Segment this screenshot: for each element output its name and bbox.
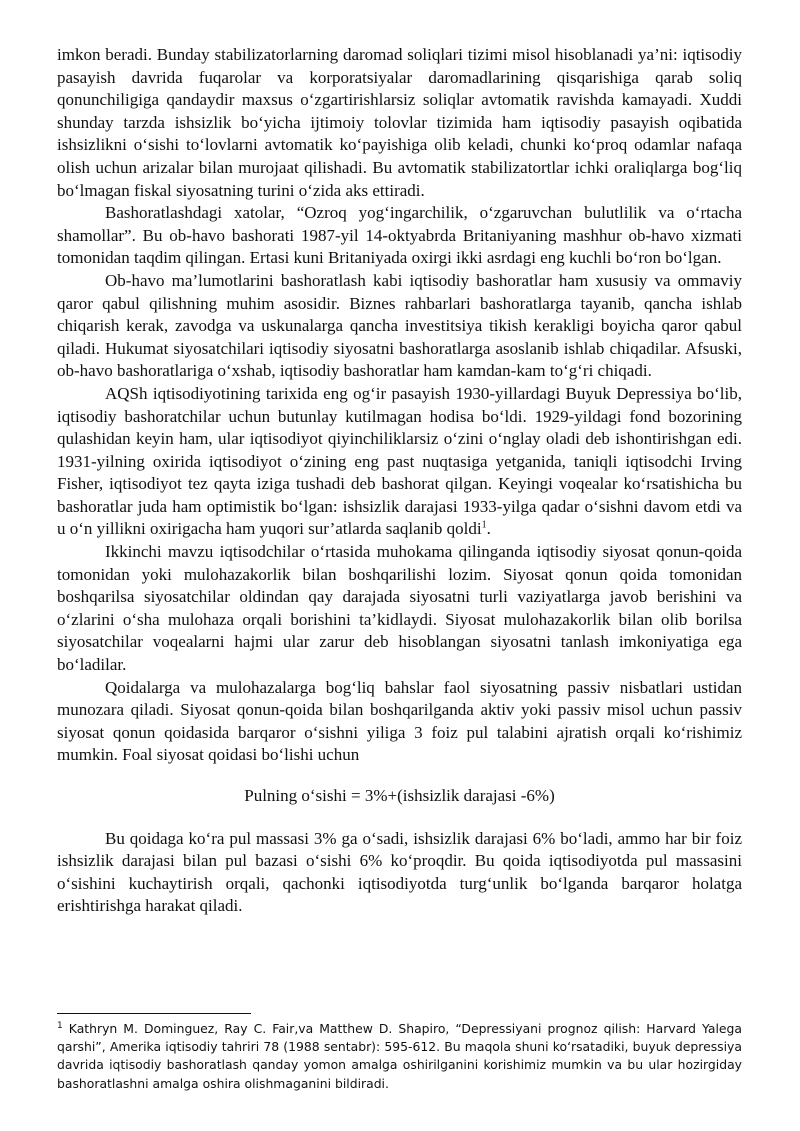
paragraph-6: Qoidalarga va mulohazalarga bog‘liq bahslar faol siyosatning passiv nisbatlari ustidan munozara qiladi. Siyosat qonun-qoida bilan boshqarilganda aktiv yoki passiv misol uchun passiv siyosat qonun qoidasida barqaror o‘sishni yiliga 3 foiz pul talabini ajratish orqali ko‘rishimiz mumkin. Foal siyosat qoidasi bo‘lishi uchun [57, 677, 742, 765]
paragraph-2: Bashoratlashdagi xatolar, “Ozroq yog‘ingarchilik, o‘zgaruvchan bulutlilik va o‘rtacha shamollar”. Bu ob-havo bashorati 1987-yil 14-oktyabrda Britaniyaning mashhur ob-havo xizmati tomonidan taqdim qilingan. Ertasi kuni Britaniyada oxirgi ikki asrdagi eng kuchli bo‘ron bo‘lgan. [57, 203, 742, 268]
footnote-reference: 1 [481, 519, 487, 531]
paragraph-5: Ikkinchi mavzu iqtisodchilar o‘rtasida muhokama qilinganda iqtisodiy siyosat qonun-qoida tomonidan yoki mulohazakorlik bilan boshqarilishi lozim. Siyosat qonun qoida tomonidan boshqarilsa siyosatchilar oldindan qay darajada siyosatni turli vaziyatlarga javob berishini va o‘zlarini o‘sha mulohaza orqali borishini ta’kidlaydi. Siyosat mulohazakorlik bilan olib borilsa siyosatchilar voqealarni hajmi ular zarur deb hisoblangan siyosatni tanlash imkoniyatiga ega bo‘ladilar. [57, 542, 742, 675]
footnote-marker: 1 [57, 1020, 63, 1031]
closing-paragraph: Bu qoidaga ko‘ra pul massasi 3% ga o‘sadi, ishsizlik darajasi 6% bo‘ladi, ammo har bir foiz ishsizlik darajasi bilan pul bazasi o‘sishi 6% ko‘proqdir. Bu qoida iqtisodiyotda pul massasini o‘sishini kuchaytirish orqali, qachonki iqtisodiyotda turg‘unlik bo‘lganda barqaror holatga erishtirishga harakat qiladi. [57, 828, 742, 916]
paragraph-4: AQSh iqtisodiyotining tarixida eng og‘ir pasayish 1930-yillardagi Buyuk Depressiya bo‘lib, iqtisodiy bashoratchilar uchun butunlay kutilmagan hodisa bo‘ldi. 1929-yildagi fond bozorining qulashidan keyin ham, ular iqtisodiyot qiyinchiliklarsiz o‘zini o‘nglay oladi deb ishontirishgan edi. 1931-yilning oxirida iqtisodiyot o‘zining eng past nuqtasiga yetganida, taniqli iqtisodchi Irving Fisher, iqtisodiyot tez qayta iziga tushadi deb bashorat qilgan. Keyingi voqealar ko‘rsatishicha bu bashoratlar juda ham optimistik bo‘lgan: ishsizlik darajasi 1933-yilga qadar o‘sishni davom etdi va u o‘n yillikni oxirigacha ham yuqori sur’atlarda saqlanib qoldi$^1$. [57, 383, 742, 539]
footnote [57, 1020, 742, 1093]
paragraph-4-text: AQSh iqtisodiyotining tarixida eng og‘ir pasayish 1930-yillardagi Buyuk Depressiya bo‘lib, iqtisodiy bashoratchilar uchun butunlay kutilmagan hodisa bo‘ldi. 1929-yildagi fond bozorining qulashidan keyin ham, ular iqtisodiyot qiyinchiliklarsiz o‘zini o‘nglay oladi deb ishontirishgan edi. 1931-yilning oxirida iqtisodiyot o‘zining eng past nuqtasiga yetganida, taniqli iqtisodchi Irving Fisher, iqtisodiyot tez qayta iziga tushadi deb bashorat qilgan. Keyingi voqealar ko‘rsatishicha bu bashoratlar juda ham optimistik bo‘lgan: ishsizlik darajasi 1933-yilga qadar o‘sishni davom etdi va u o‘n yillikni oxirigacha ham yuqori sur’atlarda saqlanib qoldi [57, 383, 742, 539]
paragraph-1: imkon beradi. Bunday stabilizatorlarning daromad soliqlari tizimi misol hisoblanadi ya’ni: iqtisodiy pasayish davrida fuqarolar va korporatsiyalar daromadlarining qisqarishiga qarab soliq qonunchiligiga qandaydir maxsus o‘zgartirishlarsiz soliqlar avtomatik ravishda kamayadi. Xuddi shunday tarzda ishsizlik bo‘yicha ijtimoiy tolovlar tizimida ham iqtisodiy pasayish oqibatida ishsizlikni o‘sishi to‘lovlarni avtomatik ko‘payishiga olib keladi, chunki ko‘proq odamlar nafaqa olish uchun arizalar bilan murojaat qilishadi. Bu avtomatik stabilizatortlar ichki oraliqlarga bog‘liq bo‘lmagan fiskal siyosatning turini o‘zida aks ettiradi. [57, 45, 742, 200]
formula: Pulning o‘sishi = 3%+(ishsizlik darajasi -6%) [244, 786, 555, 805]
footnote-divider [57, 1013, 251, 1014]
footnote-text: Kathryn M. Dominguez, Ray C. Fair,va Matthew D. Shapiro, “Depressiyani prognoz qilish: Harvard Yalega qarshi”, Amerika iqtisodiy tahriri 78 (1988 sentabr): 595-612. Bu maqola shuni ko‘rsatadiki, buyuk depressiya davrida iqtisodiy bashoratlash qanday yomon amalga oshirilganini korishimiz mumkin va bu ular hozirgiday bashoratlashni amalga oshira olishmaganini bildiradi. [57, 1021, 742, 1091]
paragraph-3: Ob-havo ma’lumotlarini bashoratlash kabi iqtisodiy bashoratlar ham xususiy va ommaviy qaror qabul qilishning muhim asosidir. Biznes rahbarlari bashoratlarga tayanib, qancha ishlab chiqarish kerak, zavodga va uskunalarga qancha investitsiya tikish kerakligi boyicha qaror qabul qiladi. Hukumat siyosatchilari iqtisodiy siyosatni bashoratlarga asoslanib ishlab chiqadilar. Afsuski, ob-havo bashoratlariga o‘xshab, iqtisodiy bashoratlar ham kamdan-kam to‘g‘ri chiqadi. [57, 270, 742, 381]
document-body [57, 44, 742, 918]
